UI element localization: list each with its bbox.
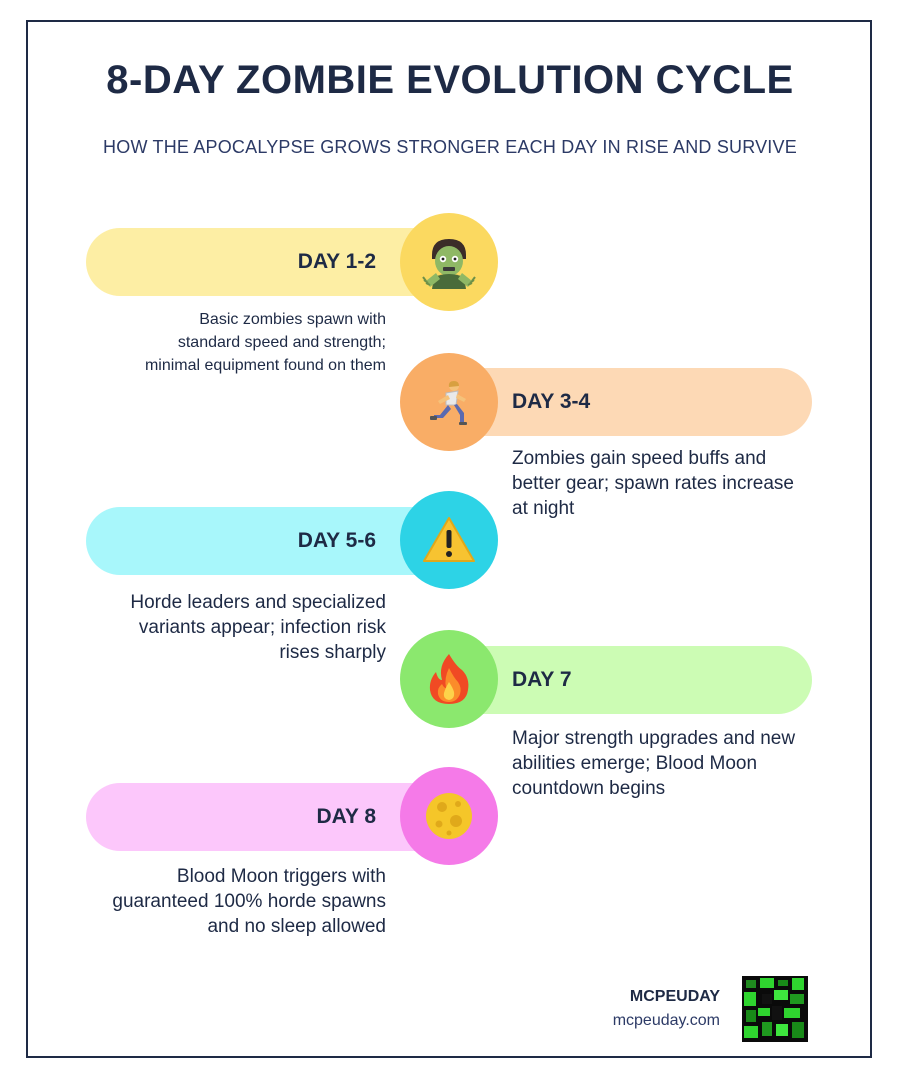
full-moon-icon <box>424 791 474 841</box>
fire-icon <box>426 652 472 706</box>
stage-2-description: Zombies gain speed buffs and better gear; spawn rates increase at night <box>512 448 794 519</box>
creeper-logo-icon <box>742 976 808 1042</box>
stage-3-circle <box>400 491 498 589</box>
stage-4-description: Major strength upgrades and new abilities emerge; Blood Moon countdown begins <box>512 728 796 799</box>
running-person-icon <box>424 377 474 427</box>
stage-1-label: DAY 1-2 <box>297 250 376 273</box>
stage-4-label: DAY 7 <box>512 668 572 691</box>
stage-3-description: Horde leaders and specialized variants appear; infection risk rises sharply <box>130 592 386 663</box>
stage-5-description: Blood Moon triggers with guaranteed 100% horde spawns and no sleep allowed <box>112 866 386 937</box>
stage-2-label: DAY 3-4 <box>512 390 591 413</box>
stage-3-label: DAY 5-6 <box>297 529 376 552</box>
stage-1-circle <box>400 213 498 311</box>
brand-name: MCPEUDAY <box>629 988 720 1005</box>
zombie-icon <box>420 233 478 291</box>
page-subtitle: HOW THE APOCALYPSE GROWS STRONGER EACH DAY IN RISE AND SURVIVE <box>103 137 797 157</box>
warning-icon <box>422 515 476 565</box>
stage-5-circle <box>400 767 498 865</box>
stage-1-description: Basic zombies spawn with standard speed and strength; minimal equipment found on them <box>144 311 386 374</box>
brand-url[interactable]: mcpeuday.com <box>612 1012 720 1029</box>
stage-2-circle <box>400 353 498 451</box>
stage-4-circle <box>400 630 498 728</box>
stage-5-label: DAY 8 <box>316 805 376 828</box>
page-title: 8-DAY ZOMBIE EVOLUTION CYCLE <box>106 58 794 102</box>
